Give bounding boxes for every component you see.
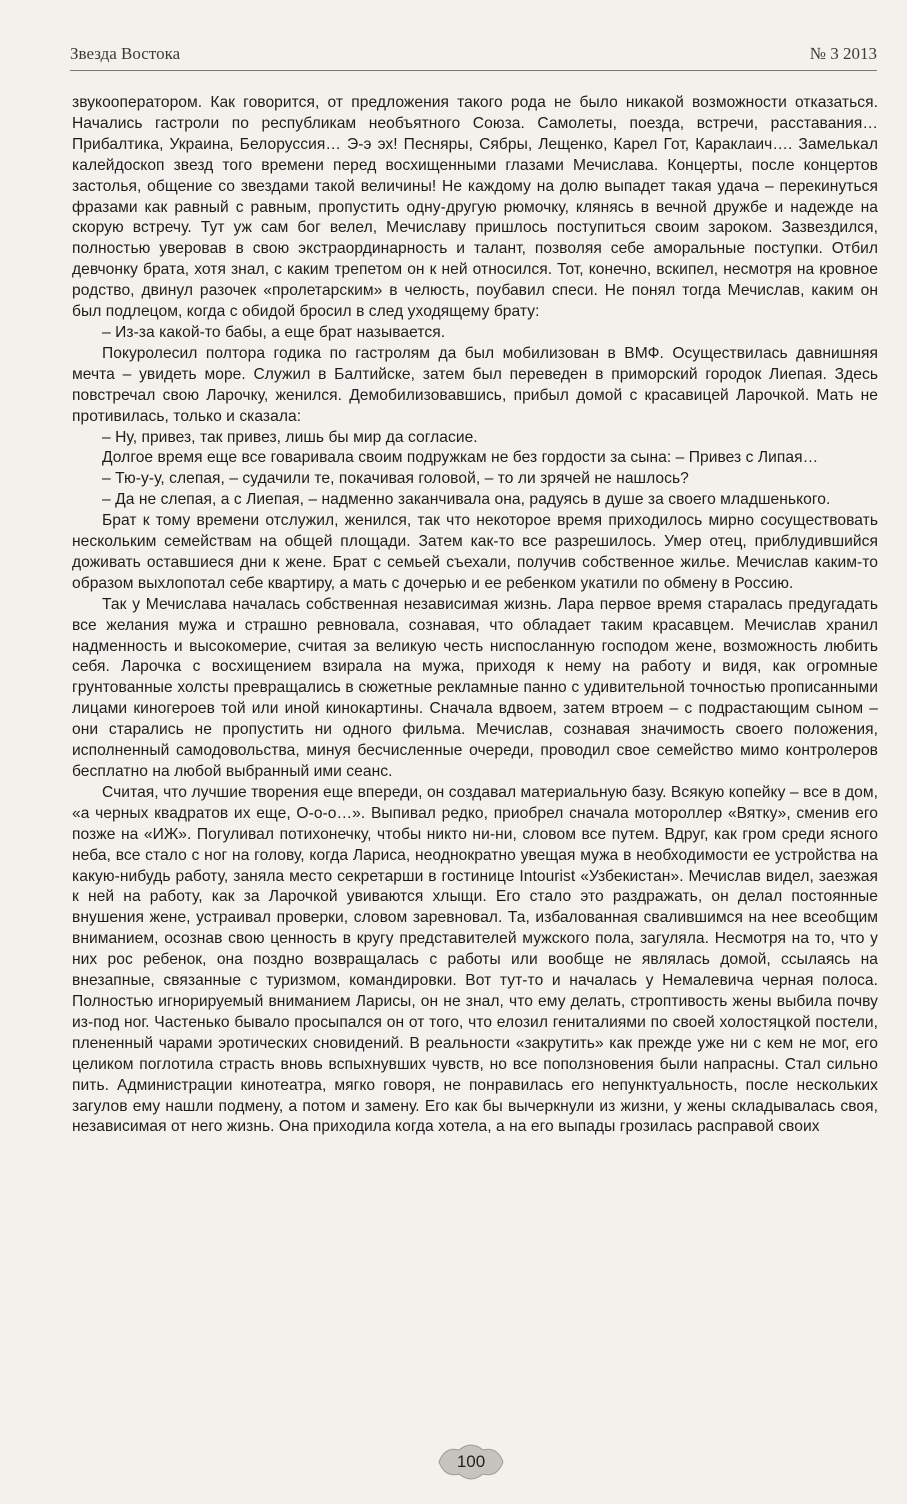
paragraph: Покуролесил полтора годика по гастролям да был мобилизован в ВМФ. Осуществилась давнишняя мечта – увидеть море. Служил в Балтийске, затем был переведен в приморский городок Лиепая. Здесь повстречал свою Ларочку, женился. Демобилизовавшись, прибыл домой с красавицей Ларочкой. Мать не противилась, только и сказала: — [72, 344, 878, 425]
paragraph: звукооператором. Как говорится, от предложения такого рода не было никакой возможности отказаться. Начались гастроли по республикам необъятного Союза. Самолеты, поезда, встречи, расставания… Прибалтика, Украина, Белоруссия… Э-э эх! Песняры, Сябры, Лещенко, Карел Гот, Караклаич…. Замелькал калейдоскоп звезд того времени перед восхищенными глазами Мечислава. Концерты, после концертов застолья, общение со звездами такой величины! Не каждому на долю выпадет такая удача – перекинуться фразами как равный с равным, пропустить одну-другую рюмочку, клянясь в вечной дружбе и надежде на скорую встречу. Тут уж сам бог велел, Мечиславу пришлось поступиться своим зароком. Зазвездился, полностью уверовав в свою экстраординарность и талант, позволяя себе аморальные поступки. Отбил девчонку брата, хотя знал, с каким трепетом он к ней относился. Тот, конечно, вскипел, несмотря на кровное родство, двинул разочек «пролетарским» в челюсть, поубавил спеси. Не понял тогда Мечислав, каким он был подлецом, когда с обидой бросил в след уходящему брату: — [72, 94, 878, 321]
paragraph: – Да не слепая, а с Лиепая, – надменно заканчивала она, радуясь в душе за своего младшенького. — [102, 491, 831, 509]
paragraph: Так у Мечислава началась собственная независимая жизнь. Лара первое время старалась предугадать все желания мужа и страшно ревновала, сознавая, что обладает таким красавцем. Мечислав хранил надменность и высокомерие, считая за великую честь ниспосланную господом жене, возможность любить себя. Ларочка с восхищением взирала на мужа, приходя к нему на работу и видя, как огромные грунтованные холсты превращались в сюжетные рекламные панно с удивительной точностью прописанными лицами киногероев той или иной кинокартины. Сначала вдвоем, затем втроем – с подрастающим сыном – они старались не пропустить ни одного фильма. Мечислав, сознавая значимость своего положения, исполненный самодовольства, минуя бесчисленные очереди, проводил свое семейство мимо контролеров бесплатно на любой выбранный ими сеанс. — [72, 595, 878, 780]
issue-number: № 3 2013 — [809, 44, 877, 63]
paragraph: – Ну, привез, так привез, лишь бы мир да согласие. — [102, 428, 478, 446]
paragraph: – Из-за какой-то бабы, а еще брат называется. — [102, 323, 446, 341]
paragraph: Считая, что лучшие творения еще впереди, он создавал материальную базу. Всякую копейку – все в дом, «а черных квадратов их еще, О-о-о…». Выпивал редко, приобрел сначала мотороллер «Вятку», сменив его позже на «ИЖ». Погуливал потихонечку, чтобы никто ни-ни, словом все путем. Вдруг, как гром среди ясного неба, все стало с ног на голову, когда Лариса, неоднократно увещая мужа в необходимости ее устройства на какую-нибудь работу, заняла место секретарши в гостинице Intourist «Узбекистан». Мечислав видел, заезжая к ней на работу, как за Ларочкой увиваются хлыщи. Его стало это раздражать, он делал постоянные внушения жене, устраивал проверки, словом заревновал. Та, избалованная свалившимся на нее всеобщим вниманием, осознав свою ценность в кругу представителей мужского пола, загуляла. Несмотря на то, что у них рос ребенок, она поздно возвращалась с работы или вообще не являлась домой, ссылаясь на внезапные, связанные с туризмом, командировки. Вот тут-то и началась у Немалевича черная полоса. Полностью игнорируемый вниманием Ларисы, он не знал, что ему делать, строптивость жены выбила почву из-под ног. Частенько бывало просыпался он от того, что елозил гениталиями по своей холостяцкой постели, плененный чарами эротических сновидений. В реальности «закрутить» как прежде уже ни с кем не мог, его целиком поглотила страсть вновь вспыхнувших чувств, но все поползновения были напрасны. Стал сильно пить. Администрации кинотеатра, мягко говоря, не понравилась его непунктуальность, после нескольких загулов ему нашли подмену, а потом и замену. Его как бы вычеркнули из жизни, у жены складывалась своя, независимая от него жизнь. Она приходила когда хотела, а на его выпады грозилась расправой своих — [72, 783, 878, 1136]
header-rule — [70, 70, 877, 71]
page-number: 100 — [456, 1452, 486, 1471]
paragraph: – Тю-у-у, слепая, – судачили те, покачивая головой, – то ли зрячей не нашлось? — [102, 470, 689, 488]
paragraph: Долгое время еще все говаривала своим подружкам не без гордости за сына: – Привез с Липая… — [102, 449, 819, 467]
article-body — [72, 93, 878, 1138]
journal-title: Звезда Востока — [70, 44, 181, 63]
running-header — [70, 44, 877, 70]
page-number-badge — [431, 1440, 511, 1484]
paragraph: Брат к тому времени отслужил, женился, так что некоторое время приходилось мирно сосуществовать нескольким семействам на общей площади. Затем как-то все разрешилось. Умер отец, приблудившийся доживать оставшиеся дни к жене. Брат с семьей съехали, получив собственное жилье. Мечислав каким-то образом выхлопотал себе квартиру, а мать с дочерью и ее ребенком укатили по обмену в Россию. — [72, 512, 878, 592]
